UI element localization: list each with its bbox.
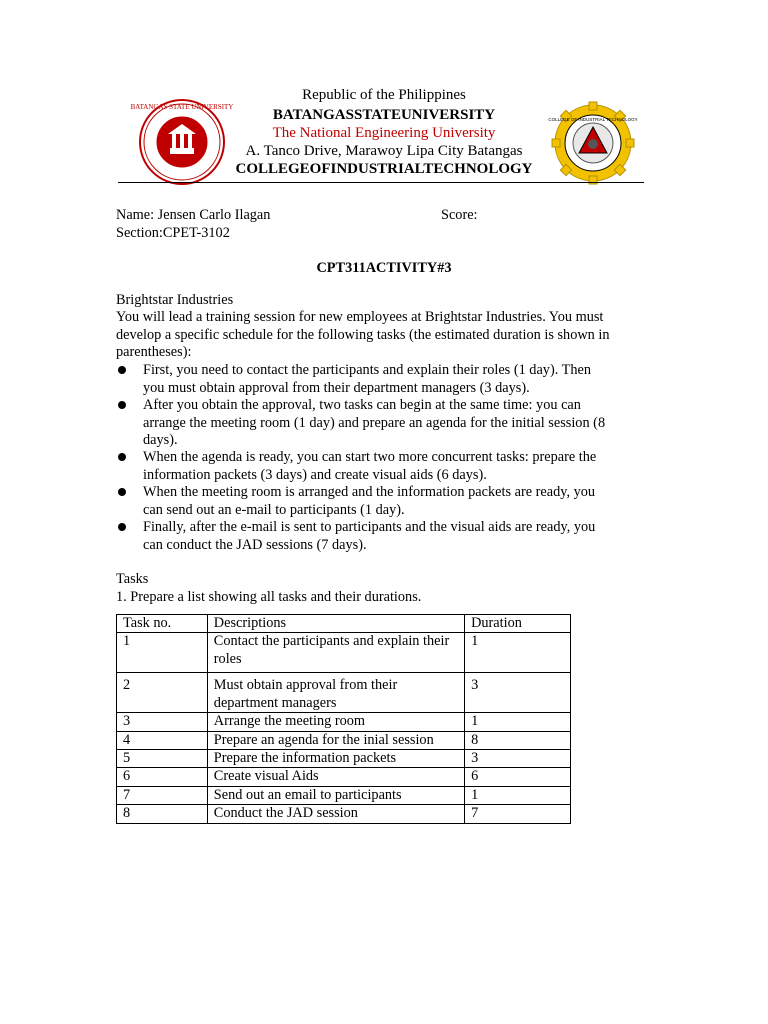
description-cell: Prepare an agenda for the inial session [207, 731, 464, 749]
bullet-line: First, you need to contact the participants and explain their roles (1 day). Then [143, 362, 591, 378]
table-header-row [117, 615, 571, 633]
tasks-heading: Tasks [116, 571, 149, 587]
university-motto: The National Engineering University [272, 125, 496, 141]
question-1: 1. Prepare a list showing all tasks and their durations. [116, 589, 422, 605]
table-row [117, 768, 571, 786]
task-no-cell: 3 [117, 713, 208, 731]
bullet-line: you must obtain approval from their department managers (3 days). [143, 379, 530, 396]
tasks-table [116, 614, 571, 824]
bullet-item-2 [143, 397, 643, 450]
description-cell: Send out an email to participants [207, 786, 464, 804]
header-rule [118, 182, 644, 183]
task-no-cell: 8 [117, 805, 208, 823]
activity-title: CPT311ACTIVITY#3 [316, 260, 452, 276]
intro-line-2: develop a specific schedule for the following tasks (the estimated duration is shown in [116, 327, 610, 343]
table-row [117, 750, 571, 768]
table-row [117, 805, 571, 823]
duration-cell: 7 [465, 805, 571, 823]
bullet-line: can send out an e-mail to participants (1 day). [143, 501, 405, 518]
table-row [117, 713, 571, 731]
bullet-icon [118, 453, 126, 461]
duration-cell: 1 [465, 786, 571, 804]
table-row [117, 673, 571, 713]
task-no-cell: 4 [117, 731, 208, 749]
intro-line-1: You will lead a training session for new employees at Brightstar Industries. You must [116, 309, 604, 325]
task-no-cell: 5 [117, 750, 208, 768]
university-name: BATANGASSTATEUNIVERSITY [272, 107, 496, 123]
bullet-line: arrange the meeting room (1 day) and prepare an agenda for the initial session (8 [143, 414, 606, 431]
duration-cell: 3 [465, 673, 571, 713]
bullet-line: information packets (3 days) and create visual aids (6 days). [143, 466, 487, 483]
bullet-line: can conduct the JAD sessions (7 days). [143, 536, 367, 553]
bullet-icon [118, 366, 126, 374]
university-address: A. Tanco Drive, Marawoy Lipa City Batangas [245, 143, 523, 159]
bullet-line: After you obtain the approval, two tasks can begin at the same time: you can [143, 397, 581, 413]
table-row [117, 731, 571, 749]
bullet-item-3 [143, 449, 643, 484]
duration-cell: 3 [465, 750, 571, 768]
bullet-icon [118, 488, 126, 496]
left-seal-text: BATANGAS STATE UNIVERSITY [130, 103, 234, 111]
description-cell: Arrange the meeting room [207, 713, 464, 731]
bullet-line: Finally, after the e-mail is sent to participants and the visual aids are ready, you [143, 519, 596, 535]
bullet-item-5 [143, 519, 643, 554]
task-no-cell: 2 [117, 673, 208, 713]
republic-line: Republic of the Philippines [302, 87, 466, 103]
bullet-item-1 [143, 362, 643, 397]
header-descriptions: Descriptions [207, 615, 464, 633]
company-name: Brightstar Industries [116, 292, 234, 308]
right-seal-text: COLLEGE OF INDUSTRIAL TECHNOLOGY [548, 117, 638, 122]
bullet-icon [118, 401, 126, 409]
description-cell: Create visual Aids [207, 768, 464, 786]
task-no-cell: 1 [117, 633, 208, 673]
intro-line-3: parentheses): [116, 344, 192, 360]
duration-cell: 8 [465, 731, 571, 749]
table-row [117, 786, 571, 804]
duration-cell: 6 [465, 768, 571, 786]
student-section: Section:CPET-3102 [116, 225, 230, 241]
duration-cell: 1 [465, 713, 571, 731]
description-cell: Contact the participants and explain their roles [207, 633, 464, 673]
task-no-cell: 7 [117, 786, 208, 804]
score-label: Score: [441, 207, 478, 223]
description-cell: Prepare the information packets [207, 750, 464, 768]
task-no-cell: 6 [117, 768, 208, 786]
description-cell: Conduct the JAD session [207, 805, 464, 823]
header-duration: Duration [465, 615, 571, 633]
bullet-item-4 [143, 484, 643, 519]
description-cell: Must obtain approval from their department managers [207, 673, 464, 713]
student-name: Name: Jensen Carlo Ilagan [116, 207, 271, 223]
college-name: COLLEGEOFINDUSTRIALTECHNOLOGY [235, 161, 533, 177]
bullet-icon [118, 523, 126, 531]
bullet-line: When the agenda is ready, you can start two more concurrent tasks: prepare the [143, 449, 597, 465]
duration-cell: 1 [465, 633, 571, 673]
bullet-line: When the meeting room is arranged and the information packets are ready, you [143, 484, 596, 500]
header-task-no: Task no. [117, 615, 208, 633]
bullet-line: days). [143, 432, 178, 449]
table-row [117, 633, 571, 673]
